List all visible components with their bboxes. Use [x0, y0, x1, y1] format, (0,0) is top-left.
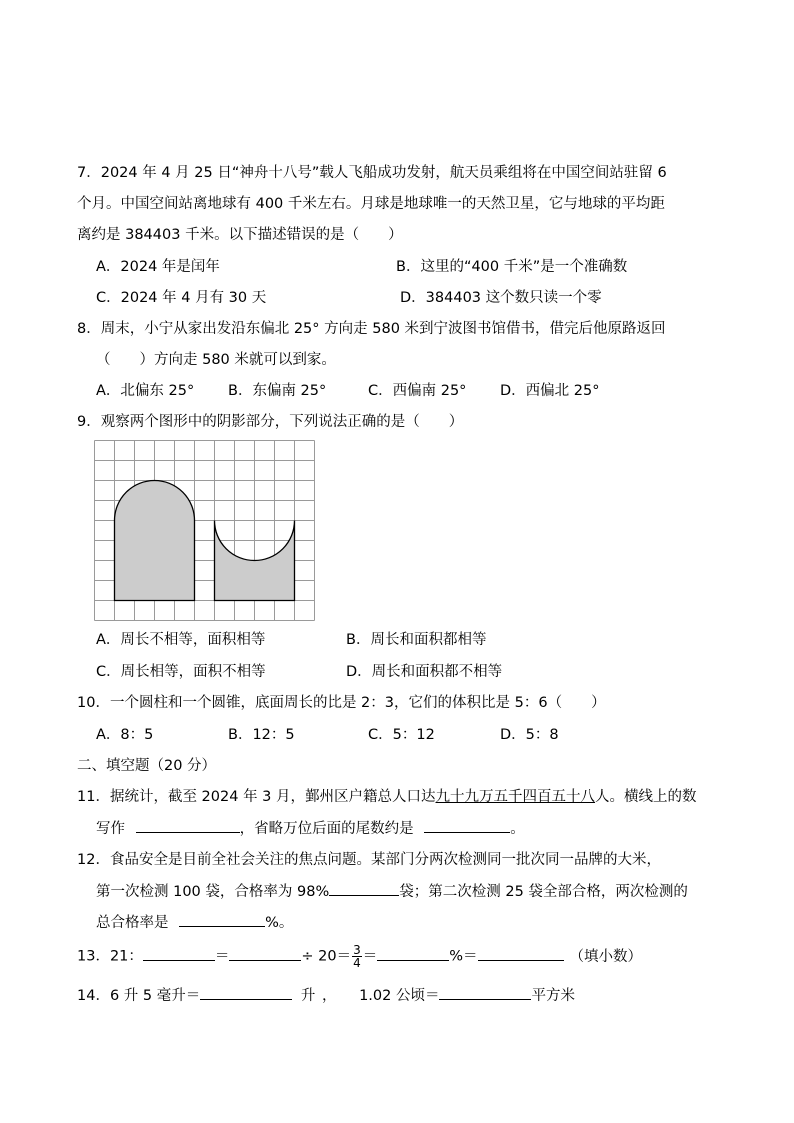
- q13-blank-dividend[interactable]: [229, 946, 301, 961]
- q13-blank-ratio[interactable]: [143, 946, 215, 961]
- q13-eq2: ＝: [362, 948, 378, 965]
- q7-option-d: D．384403 这个数只读一个零: [400, 290, 602, 306]
- q11-line2-label: 写作: [96, 821, 125, 837]
- q9-shape-arch: [115, 481, 195, 601]
- q14-unit1: 升: [300, 988, 316, 1004]
- q13-line: [77, 944, 642, 969]
- q9-grid-figure: [94, 440, 316, 622]
- q12-line2-b: 袋；第二次检测 25 袋全部合格，两次检测的: [399, 884, 688, 900]
- q12-line3-a: 总合格率是: [96, 915, 169, 931]
- q10-option-d: D．5：8: [500, 727, 559, 743]
- q11-underlined-number: 九十九万五千四百五十八: [435, 789, 596, 805]
- q11-blank-approx[interactable]: [424, 818, 510, 833]
- q7-option-c: C．2024 年 4 月有 30 天: [96, 290, 267, 306]
- q11-blank-number[interactable]: [136, 818, 240, 833]
- q14-sep: ，: [321, 988, 337, 1004]
- q12-line2: [96, 881, 688, 902]
- q10-option-a: A．8：5: [96, 727, 154, 743]
- q14-blank-sqm[interactable]: [439, 985, 531, 1000]
- q10-option-c: C．5：12: [368, 727, 435, 743]
- q11-line2-end: 。: [510, 821, 525, 837]
- q13-fraction: [352, 944, 362, 969]
- q8-line2: （ ）方向走 580 米就可以到家。: [96, 352, 336, 368]
- q7-option-a: A．2024 年是闰年: [96, 259, 220, 275]
- q12-line1: 12．食品安全是目前全社会关注的焦点问题。某部门分两次检测同一批次同一品牌的大米，: [77, 852, 661, 868]
- q13-fraction-numerator: 3: [353, 943, 361, 957]
- q14-blank-liters[interactable]: [200, 985, 292, 1000]
- q9-option-a: A．周长不相等，面积相等: [96, 632, 266, 648]
- q14-unit2: 平方米: [531, 988, 575, 1004]
- q13-pct: %＝: [449, 948, 478, 965]
- q10-option-b: B．12：5: [228, 727, 295, 743]
- q9-line1: 9．观察两个图形中的阴影部分，下列说法正确的是（ ）: [77, 414, 464, 430]
- q13-blank-percent[interactable]: [377, 946, 449, 961]
- q12-blank-rate[interactable]: [179, 912, 265, 927]
- q12-line3: [96, 912, 293, 933]
- q13-note: （填小数）: [569, 948, 643, 965]
- q8-option-d: D．西偏北 25°: [500, 383, 600, 399]
- q7-line2: 个月。中国空间站离地球有 400 千米左右。月球是地球唯一的天然卫星，它与地球的平均距: [77, 196, 665, 212]
- q10-line1: 10．一个圆柱和一个圆锥，底面周长的比是 2：3，它们的体积比是 5：6（ ）: [77, 695, 606, 711]
- q9-option-b: B．周长和面积都相等: [346, 632, 487, 648]
- q12-line2-a: 第一次检测 100 袋，合格率为 98%: [96, 884, 330, 900]
- q8-line1: 8．周末，小宁从家出发沿东偏北 25° 方向走 580 米到宁波图书馆借书，借完后他原路返回: [77, 321, 666, 337]
- q11-prefix: 11．据统计，截至 2024 年 3 月，鄞州区户籍总人口达: [77, 789, 436, 805]
- q14-prefix: 14．6 升 5 毫升＝: [77, 988, 201, 1004]
- q11-line1: [77, 787, 697, 807]
- q13-div: ÷ 20＝: [301, 948, 352, 965]
- q12-blank-bags[interactable]: [329, 881, 399, 896]
- q9-option-c: C．周长相等，面积不相等: [96, 664, 266, 680]
- q13-eq1: ＝: [214, 948, 230, 965]
- q11-suffix: 人。横线上的数: [595, 789, 697, 805]
- q13-prefix: 13．21：: [77, 948, 143, 965]
- q14-part2: 1.02 公顷＝: [359, 988, 440, 1004]
- section-heading-fill-in: 二、填空题（20 分）: [77, 758, 217, 774]
- q13-blank-decimal[interactable]: [478, 946, 564, 961]
- q8-option-c: C．西偏南 25°: [368, 383, 467, 399]
- q8-option-a: A．北偏东 25°: [96, 383, 195, 399]
- q12-line3-b: %。: [265, 915, 294, 931]
- q13-fraction-denominator: 4: [353, 956, 361, 970]
- q7-option-b: B．这里的“400 千米”是一个准确数: [396, 259, 628, 275]
- q11-line2-mid: ，省略万位后面的尾数约是: [239, 821, 414, 837]
- q7-line3: 离约是 384403 千米。以下描述错误的是（ ）: [77, 227, 403, 243]
- q11-line2: [96, 818, 525, 839]
- q7-line1: 7．2024 年 4 月 25 日“神舟十八号”载人飞船成功发射，航天员乘组将在中国空间站驻留 6: [77, 165, 667, 181]
- q8-option-b: B．东偏南 25°: [228, 383, 327, 399]
- q9-option-d: D．周长和面积都不相等: [346, 664, 503, 680]
- q14-line: [77, 985, 575, 1006]
